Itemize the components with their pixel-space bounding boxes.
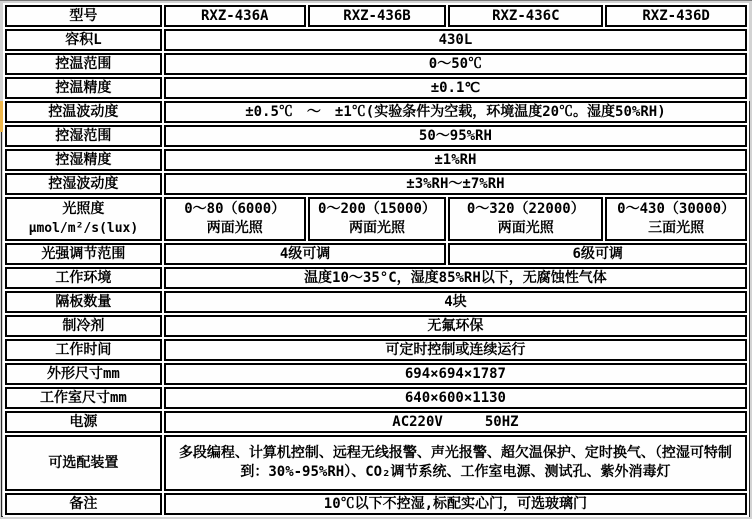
- spec-value-cell: 可定时控制或连续运行: [164, 339, 747, 361]
- illumination-sides: 三面光照: [648, 220, 705, 236]
- spec-value-cell: 多段编程、计算机控制、远程无线报警、声光报警、超欠温保护、定时换气、（控湿可特制到：30%-95%RH）、CO₂调节系统、工作室电源、测试孔、紫外消毒灯: [164, 435, 747, 491]
- spec-label-cell: 工作室尺寸mm: [5, 387, 162, 409]
- illumination-range: 0～430（30000）: [617, 201, 736, 217]
- spec-label-cell: 容积L: [5, 29, 162, 51]
- row-options: [5, 435, 747, 491]
- row-power: [5, 411, 747, 433]
- spec-value-cell: 6级可调: [448, 243, 747, 265]
- spec-value-cell: [164, 197, 306, 241]
- spec-label-cell: 工作时间: [5, 339, 162, 361]
- illumination-label-line1: 光照度: [62, 201, 105, 217]
- spec-label-cell: 控湿精度: [5, 149, 162, 171]
- illumination-sides: 两面光照: [206, 220, 263, 236]
- row-outer-size: [5, 363, 747, 385]
- spec-value-cell: ±3%RH～±7%RH: [164, 173, 747, 195]
- illumination-range: 0～320（22000）: [466, 201, 585, 217]
- row-refrigerant: [5, 315, 747, 337]
- spec-label-cell: 外形尺寸mm: [5, 363, 162, 385]
- row-humidity-accuracy: [5, 149, 747, 171]
- row-work-env: [5, 267, 747, 289]
- row-volume: [5, 29, 747, 51]
- spec-value-cell: ±0.1℃: [164, 77, 747, 99]
- illumination-sides: 两面光照: [348, 220, 405, 236]
- spec-label-cell: 电源: [5, 411, 162, 433]
- spec-value-cell: [308, 197, 447, 241]
- row-work-time: [5, 339, 747, 361]
- model-header-cell: RXZ-436A: [164, 5, 306, 27]
- spec-table: [3, 3, 749, 517]
- top-edge-line: [0, 0, 752, 1]
- row-illumination: [5, 197, 747, 241]
- row-shelves: [5, 291, 747, 313]
- spec-value-cell: 0～50℃: [164, 53, 747, 75]
- spec-value-cell: 10℃以下不控湿,标配实心门，可选玻璃门: [164, 493, 747, 515]
- illumination-sides: 两面光照: [497, 220, 554, 236]
- spec-value-cell: ±1%RH: [164, 149, 747, 171]
- spec-value-cell: 4级可调: [164, 243, 447, 265]
- spec-label-cell: 制冷剂: [5, 315, 162, 337]
- spec-value-cell: AC220V 50HZ: [164, 411, 747, 433]
- model-header-cell: RXZ-436B: [308, 5, 447, 27]
- spec-label-cell: 可选配装置: [5, 435, 162, 491]
- row-humidity-fluctuation: [5, 173, 747, 195]
- row-chamber-size: [5, 387, 747, 409]
- illumination-label-line2: μmol/m²/s(lux): [28, 221, 139, 236]
- model-header-cell: RXZ-436D: [605, 5, 747, 27]
- spec-value-cell: 温度10～35°C，湿度85%RH以下，无腐蚀性气体: [164, 267, 747, 289]
- spec-value-cell: 640×600×1130: [164, 387, 747, 409]
- spec-value-cell: 430L: [164, 29, 747, 51]
- spec-value-cell: [448, 197, 603, 241]
- spec-label-cell: 备注: [5, 493, 162, 515]
- spec-label-cell: 工作环境: [5, 267, 162, 289]
- row-remarks: [5, 493, 747, 515]
- spec-label-cell: 光强调节范围: [5, 243, 162, 265]
- model-header-cell: RXZ-436C: [448, 5, 603, 27]
- illumination-range: 0～80（6000）: [184, 201, 286, 217]
- illumination-range: 0～200（15000）: [318, 201, 436, 217]
- spec-value-cell: ±0.5℃ ～ ±1℃(实验条件为空载，环境温度20℃。湿度50%RH): [164, 101, 747, 123]
- spec-label-cell: [5, 197, 162, 241]
- spec-value-cell: 50～95%RH: [164, 125, 747, 147]
- spec-label-cell: 隔板数量: [5, 291, 162, 313]
- spec-label-cell: 控湿波动度: [5, 173, 162, 195]
- row-model: [5, 5, 747, 27]
- row-humidity-range: [5, 125, 747, 147]
- row-temp-accuracy: [5, 77, 747, 99]
- spec-value-cell: 无氟环保: [164, 315, 747, 337]
- spec-value-cell: [605, 197, 747, 241]
- row-temp-fluctuation: [5, 101, 747, 123]
- spec-label-cell: 型号: [5, 5, 162, 27]
- spec-label-cell: 控温精度: [5, 77, 162, 99]
- spec-label-cell: 控温波动度: [5, 101, 162, 123]
- row-temp-range: [5, 53, 747, 75]
- spec-value-cell: 4块: [164, 291, 747, 313]
- spec-label-cell: 控湿范围: [5, 125, 162, 147]
- spec-label-cell: 控温范围: [5, 53, 162, 75]
- row-light-adjust: [5, 243, 747, 265]
- spec-value-cell: 694×694×1787: [164, 363, 747, 385]
